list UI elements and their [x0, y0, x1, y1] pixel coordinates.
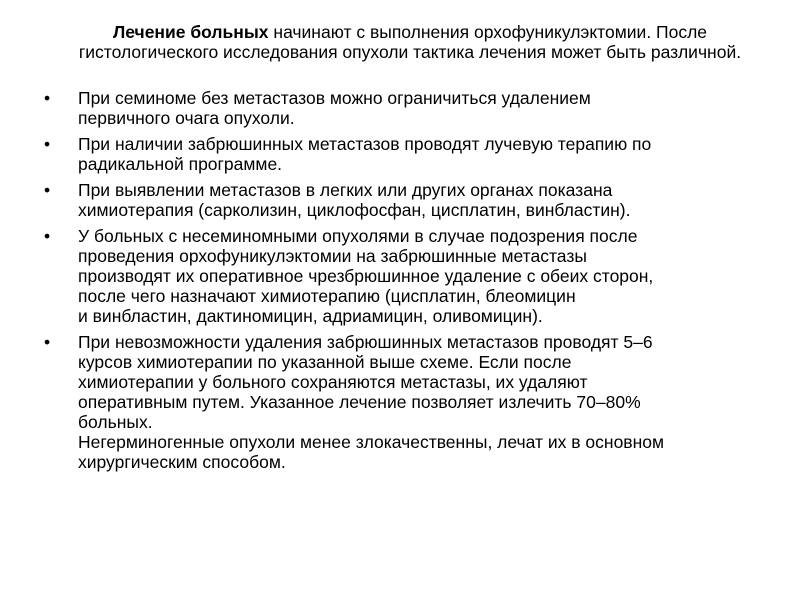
bullet-marker: • — [44, 226, 51, 246]
bullet-item — [44, 332, 764, 472]
intro-paragraph — [60, 22, 760, 62]
bullet-marker: • — [44, 180, 51, 200]
bullet-marker: • — [44, 134, 51, 154]
bullet-marker: • — [44, 88, 51, 108]
bullet-text: У больных с несеминомными опухолями в случае подозрения после проведения орхофуникулэктомии на забрюшинные метастазы производят их оперативное чрезбрюшинное удаление с обеих сторон, после чего назначают химиотерапию (цисплатин, блеомицин и винбластин, дактиномицин, адриамицин, оливомицин). — [78, 226, 654, 326]
bullet-item — [44, 226, 764, 326]
bullet-text: При невозможности удаления забрюшинных метастазов проводят 5–6 курсов химиотерапии по указанной выше схеме. Если после химиотерапии у больного сохраняются метастазы, их удаляют оперативным путем. Указанное лечение позволяет излечить 70–80% больных. Негерминогенные опухоли менее злокачественны, лечат их в основном хирургическим способом. — [78, 332, 665, 472]
bullet-item — [44, 134, 764, 174]
bullet-marker: • — [44, 332, 51, 352]
bullet-text: При семиноме без метастазов можно ограничиться удалением первичного очага опухоли. — [78, 88, 591, 128]
bullet-item — [44, 180, 764, 220]
bullet-list — [44, 88, 764, 478]
intro-lead: Лечение больных — [112, 22, 269, 42]
bullet-text: При выявлении метастазов в легких или других органах показана химиотерапия (сарколизин, циклофосфан, цисплатин, винбластин). — [78, 180, 631, 220]
bullet-text: При наличии забрюшинных метастазов проводят лучевую терапию по радикальной программе. — [78, 134, 652, 174]
intro-text: начинают с выполнения орхофуникулэктомии. После гистологического исследования опухоли тактика лечения может быть различной. — [78, 22, 742, 62]
bullet-item — [44, 88, 764, 128]
